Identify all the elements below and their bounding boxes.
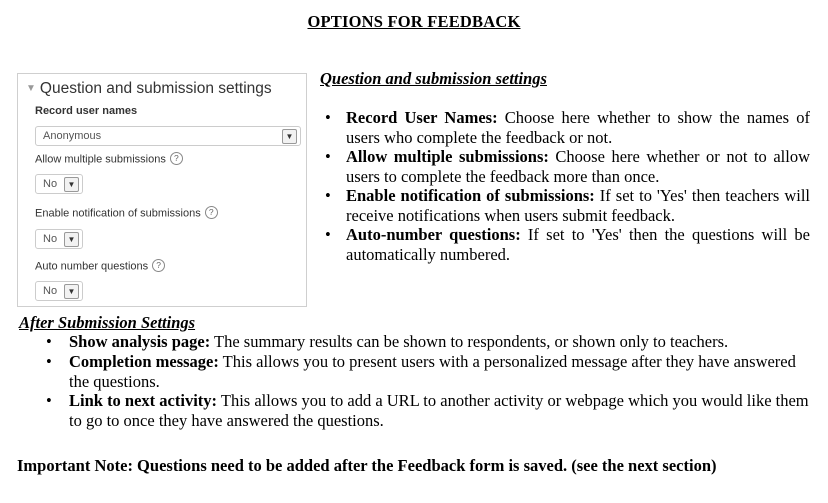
auto-number-label: Auto number questions ? <box>35 260 165 273</box>
record-user-names-value: Anonymous <box>43 130 102 142</box>
question-settings-heading: Question and submission settings <box>320 69 547 88</box>
enable-notification-select[interactable] <box>35 229 83 249</box>
panel-header[interactable] <box>26 80 272 98</box>
record-user-names-label: Record user names <box>35 105 138 117</box>
triangle-down-icon[interactable]: ▼ <box>26 83 36 94</box>
list-item: • Show analysis page: The summary results can be shown to respondents, or shown only to teachers. <box>46 332 816 352</box>
chevron-down-icon[interactable]: ▼ <box>64 177 79 192</box>
enable-notification-value: No <box>43 233 58 245</box>
settings-panel <box>17 73 307 307</box>
list-item: • Record User Names: Choose here whether to show the names of users who complete the feedback or not. <box>320 108 810 147</box>
after-submission-heading: After Submission Settings <box>19 313 196 332</box>
list-item: • Enable notification of submissions: If set to 'Yes' then teachers will receive notifications when users submit feedback. <box>320 186 810 225</box>
allow-multiple-label: Allow multiple submissions ? <box>35 153 183 166</box>
help-icon[interactable]: ? <box>205 206 218 219</box>
panel-header-label: Question and submission settings <box>39 80 272 97</box>
list-item: • Allow multiple submissions: Choose here whether or not to allow users to complete the feedback more than once. <box>320 147 810 186</box>
allow-multiple-select[interactable] <box>35 174 83 194</box>
auto-number-value: No <box>43 285 58 297</box>
page-title: OPTIONS FOR FEEDBACK <box>307 12 521 31</box>
chevron-down-icon[interactable]: ▼ <box>64 284 79 299</box>
chevron-down-icon[interactable]: ▼ <box>282 129 297 144</box>
list-item: • Auto-number questions: If set to 'Yes' then the questions will be automatically numbered. <box>320 225 810 264</box>
help-icon[interactable]: ? <box>170 152 183 165</box>
help-icon[interactable]: ? <box>152 259 165 272</box>
allow-multiple-value: No <box>43 178 58 190</box>
list-item: • Completion message: This allows you to present users with a personalized message after they have answered the questions. <box>46 352 816 392</box>
chevron-down-icon[interactable]: ▼ <box>64 232 79 247</box>
after-submission-list <box>46 332 816 431</box>
auto-number-select[interactable] <box>35 281 83 301</box>
record-user-names-select[interactable] <box>35 126 301 146</box>
question-settings-list <box>320 108 810 264</box>
enable-notification-label: Enable notification of submissions ? <box>35 207 218 220</box>
list-item: • Link to next activity: This allows you to add a URL to another activity or webpage which you would like them to go to once they have answered the questions. <box>46 391 816 431</box>
important-note: Important Note: Questions need to be added after the Feedback form is saved. (see the next section) <box>17 456 717 475</box>
